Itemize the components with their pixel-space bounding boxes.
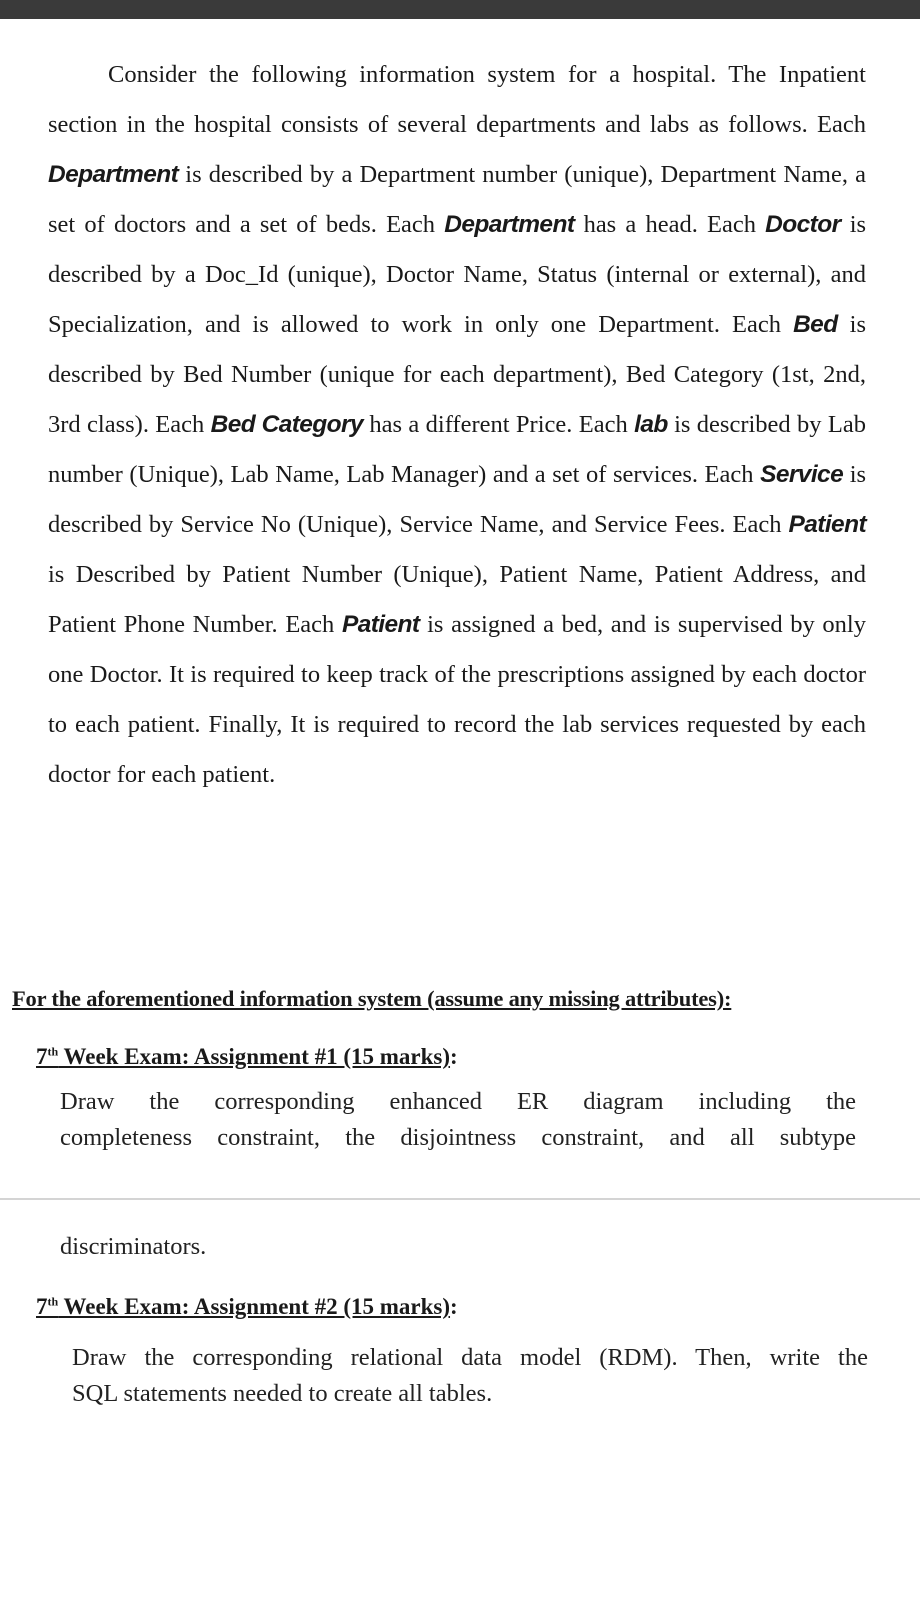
problem-text-9: is assigned a bed, and is supervised by only one Doctor. It is required to keep track of the prescriptions assigned by each doctor to each patient. Finally, It is required to record the lab services requested by each doctor for each patient. <box>48 611 866 788</box>
assignment-1-line-3: discriminators. <box>60 1233 207 1260</box>
keyword-service: Service <box>760 461 844 488</box>
assignment-2-line-1: Draw the corresponding relational data model (RDM). Then, write the <box>72 1344 868 1371</box>
ordinal-suffix: th <box>47 1294 59 1309</box>
keyword-lab: lab <box>634 411 668 438</box>
ordinal-suffix: th <box>47 1044 59 1059</box>
heading-colon: : <box>450 1294 458 1319</box>
section-heading: For the aforementioned information system (assume any missing attributes): <box>12 986 732 1011</box>
keyword-doctor: Doctor <box>765 211 841 238</box>
keyword-bed-category: Bed Category <box>210 411 363 438</box>
problem-statement <box>48 50 866 800</box>
problem-text-1: is described by a Department number (unique), Department Name, a set of doctors and a set of beds. Each <box>48 161 867 238</box>
problem-text-6: is described by Lab number (Unique), Lab Name, Lab Manager) and a set of services. Each <box>48 411 867 488</box>
problem-text-2: has a head. Each <box>583 211 756 238</box>
problem-intro-text: Consider the following information system for a hospital. The Inpatient section in the hospital consists of several departments and labs as follows. Each <box>48 61 866 138</box>
assignment-1-heading <box>36 1044 458 1070</box>
keyword-bed: Bed <box>793 311 838 338</box>
ordinal-number: 7 <box>36 1044 48 1069</box>
problem-text-7: is described by Service No (Unique), Service Name, and Service Fees. Each <box>48 461 867 538</box>
assignment-2-heading <box>36 1294 458 1320</box>
ordinal-number: 7 <box>36 1294 48 1319</box>
problem-text-3: is described by a Doc_Id (unique), Doctor Name, Status (internal or external), and Specialization, and is allowed to work in only one Department. Each <box>48 211 867 338</box>
heading-colon: : <box>450 1044 458 1069</box>
problem-text-4: is described by Bed Number (unique for each department), Bed Category (1st, 2nd, 3rd class). Each <box>48 311 867 438</box>
assignment-2-line-2: SQL statements needed to create all tables. <box>72 1380 493 1407</box>
page-divider <box>0 1198 920 1200</box>
keyword-patient: Patient <box>341 611 420 638</box>
assignment-1-line-1: Draw the corresponding enhanced ER diagram including the <box>60 1088 856 1115</box>
assignment-2-title: Week Exam: Assignment #2 (15 marks) <box>58 1294 451 1319</box>
keyword-department: Department <box>444 211 575 238</box>
problem-text-5: has a different Price. Each <box>369 411 628 438</box>
problem-text-8: is Described by Patient Number (Unique), Patient Name, Patient Address, and Patient Phone Number. Each <box>48 561 866 638</box>
assignment-1-line-2: completeness constraint, the disjointness constraint, and all subtype <box>60 1124 856 1151</box>
keyword-patient: Patient <box>788 511 866 538</box>
keyword-department: Department <box>48 161 179 188</box>
assignment-1-title: Week Exam: Assignment #1 (15 marks) <box>58 1044 451 1069</box>
top-bar <box>0 0 920 19</box>
